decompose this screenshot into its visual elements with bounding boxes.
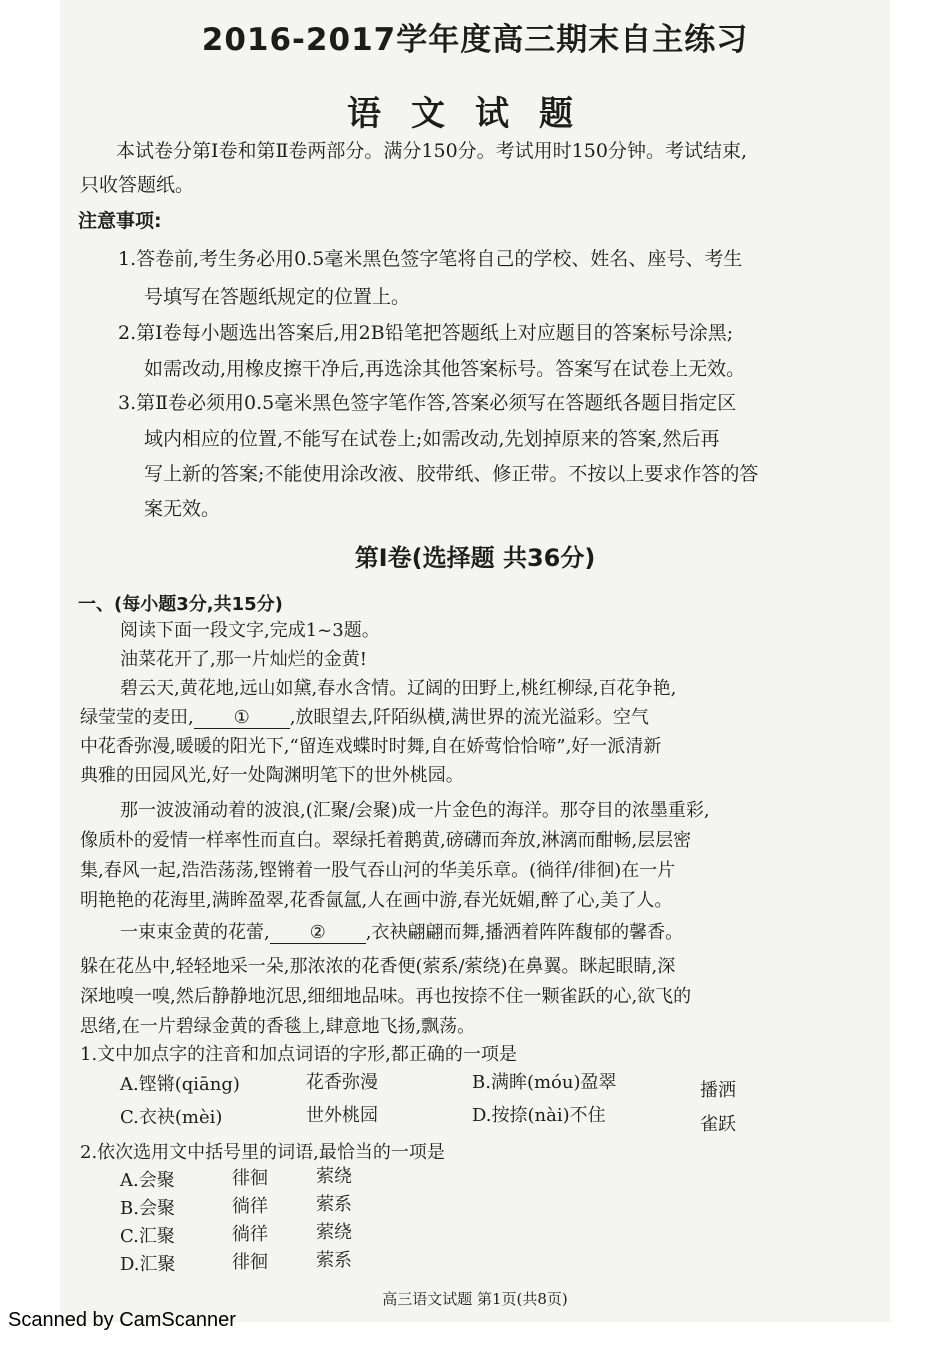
q1-option-b: B.满眸(móu)盈翠 (472, 1072, 617, 1093)
q2-option-a-label: A.会聚 (120, 1170, 175, 1191)
passage-p3-line-1-end: ,衣袂翩翩而舞,播洒着阵阵馥郁的馨香。 (365, 922, 684, 943)
passage-p2-line-2: 像质朴的爱情一样率性而直白。翠绿托着鹅黄,磅礴而奔放,淋漓而酣畅,层层密 (80, 830, 692, 851)
passage-p2-line-3: 集,春风一起,浩浩荡荡,铿锵着一股气吞山河的华美乐章。(徜徉/徘徊)在一片 (80, 860, 676, 881)
q2-option-b-word-2: 徜徉 (232, 1196, 268, 1217)
exam-subtitle: 语文试题 (347, 94, 603, 134)
passage-p1-line-4: 典雅的田园风光,好一处陶渊明笔下的世外桃园。 (80, 765, 464, 786)
exam-title: 2016-2017学年度高三期末自主练习 (201, 22, 749, 58)
passage-p3-line-3: 深地嗅一嗅,然后静静地沉思,细细地品味。再也按捺不住一颗雀跃的心,欲飞的 (80, 986, 692, 1007)
q1-option-c-word: 世外桃园 (306, 1105, 378, 1126)
camscanner-watermark: Scanned by CamScanner (8, 1309, 236, 1331)
notes-heading: 注意事项: (78, 210, 162, 232)
q2-option-c-word-3: 萦绕 (316, 1222, 352, 1243)
q2-option-d-word-2: 徘徊 (232, 1252, 268, 1273)
q1-option-a: A.铿锵(qiāng) (120, 1074, 240, 1095)
q2-option-b-label: B.会聚 (120, 1198, 175, 1219)
question-2-stem: 2.依次选用文中括号里的词语,最恰当的一项是 (80, 1142, 445, 1163)
note-3-line-4: 案无效。 (144, 498, 221, 520)
q2-option-c-word-2: 徜徉 (232, 1224, 268, 1245)
intro-line-1: 本试卷分第Ⅰ卷和第Ⅱ卷两部分。满分150分。考试用时150分钟。考试结束, (116, 140, 747, 162)
q2-option-a-word-2: 徘徊 (232, 1168, 268, 1189)
q1-option-d-word: 雀跃 (700, 1114, 736, 1135)
passage-p2-line-1: 那一波波涌动着的波浪,(汇聚/会聚)成一片金色的海洋。那夺目的浓墨重彩, (120, 800, 710, 821)
q2-option-d-label: D.汇聚 (120, 1254, 176, 1275)
passage-p1-line-2-start: 绿莹莹的麦田, (80, 707, 194, 728)
part-1-heading: 一、(每小题3分,共15分) (78, 594, 283, 615)
q1-option-a-word: 花香弥漫 (306, 1072, 378, 1093)
section-1-title: 第Ⅰ卷(选择题 共36分) (354, 544, 596, 572)
passage-p1-line-1: 碧云天,黄花地,远山如黛,春水含情。辽阔的田野上,桃红柳绿,百花争艳, (120, 678, 677, 699)
note-1-line-2: 号填写在答题纸规定的位置上。 (144, 286, 411, 308)
q2-option-b-word-3: 萦系 (316, 1194, 352, 1215)
intro-line-2: 只收答题纸。 (80, 174, 195, 196)
q1-option-d: D.按捺(nài)不住 (472, 1105, 606, 1126)
passage-title: 油菜花开了,那一片灿烂的金黄! (120, 649, 367, 670)
q2-option-d-word-3: 萦系 (316, 1250, 352, 1271)
q2-option-c-label: C.汇聚 (120, 1226, 175, 1247)
reading-instruction: 阅读下面一段文字,完成1~3题。 (120, 620, 380, 641)
note-3-line-2: 域内相应的位置,不能写在试卷上;如需改动,先划掉原来的答案,然后再 (144, 428, 720, 450)
note-2-line-2: 如需改动,用橡皮擦干净后,再选涂其他答案标号。答案写在试卷上无效。 (144, 358, 746, 380)
passage-p3-line-1-start: 一束束金黄的花蕾, (120, 922, 270, 943)
passage-p2-line-4: 明艳艳的花海里,满眸盈翠,花香氤氲,人在画中游,春光妩媚,醉了心,美了人。 (80, 890, 673, 911)
page-footer: 高三语文试题 第1页(共8页) (382, 1290, 568, 1308)
passage-p1-line-3: 中花香弥漫,暖暖的阳光下,“留连戏蝶时时舞,自在娇莺恰恰啼”,好一派清新 (80, 736, 662, 757)
note-3-line-1: 3.第Ⅱ卷必须用0.5毫米黑色签字笔作答,答案必须写在答题纸各题目指定区 (118, 392, 737, 414)
question-1-stem: 1.文中加点字的注音和加点词语的字形,都正确的一项是 (80, 1044, 517, 1065)
q1-option-b-word: 播洒 (700, 1080, 736, 1101)
passage-p1-line-2-end: ,放眼望去,阡陌纵横,满世界的流光溢彩。空气 (289, 707, 649, 728)
passage-p3-line-2: 躲在花丛中,轻轻地采一朵,那浓浓的花香便(萦系/萦绕)在鼻翼。眯起眼睛,深 (80, 956, 676, 977)
q1-option-c: C.衣袂(mèi) (120, 1107, 223, 1128)
passage-p1-line-2 (80, 703, 649, 733)
note-2-line-1: 2.第Ⅰ卷每小题选出答案后,用2B铅笔把答题纸上对应题目的答案标号涂黑; (118, 322, 734, 344)
blank-2: ② (270, 923, 366, 944)
note-3-line-3: 写上新的答案;不能使用涂改液、胶带纸、修正带。不按以上要求作答的答 (144, 463, 759, 485)
passage-p3-line-4: 思绪,在一片碧绿金黄的香毯上,肆意地飞扬,飘荡。 (80, 1016, 476, 1037)
note-1-line-1: 1.答卷前,考生务必用0.5毫米黑色签字笔将自己的学校、姓名、座号、考生 (118, 248, 743, 270)
exam-page (60, 0, 890, 1322)
q2-option-a-word-3: 萦绕 (316, 1166, 352, 1187)
passage-p3-line-1 (120, 918, 683, 948)
blank-1: ① (194, 708, 290, 729)
